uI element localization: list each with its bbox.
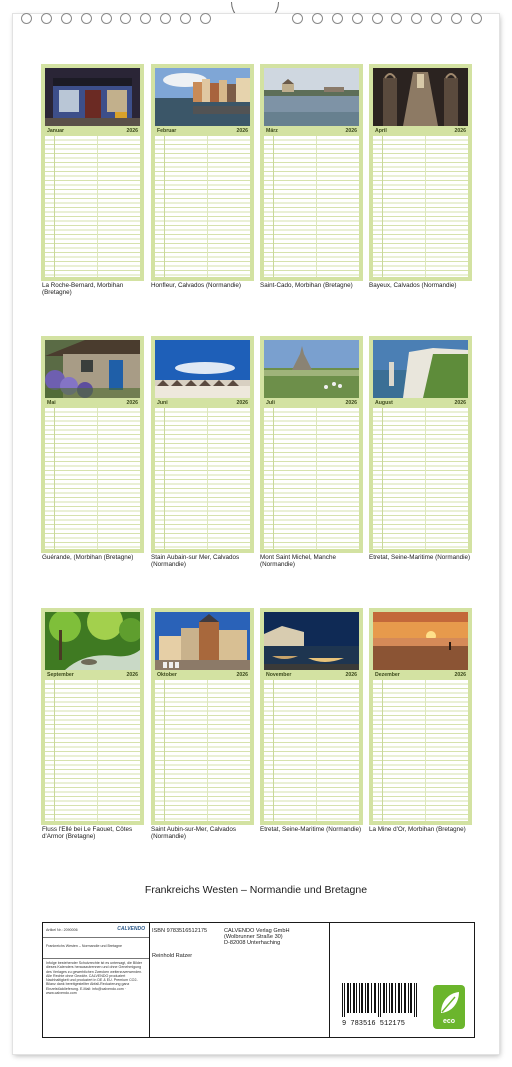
- day-lines: [45, 680, 140, 821]
- beach-huts-photo: [155, 340, 250, 398]
- month-caption: Honfleur, Calvados (Normandie): [151, 282, 241, 289]
- day-lines: [373, 408, 468, 549]
- imprint-left-column: [43, 923, 150, 1037]
- month-caption: Bayeux, Calvados (Normandie): [369, 282, 457, 289]
- month-may: [41, 336, 144, 553]
- month-january: [41, 64, 144, 281]
- calvendo-logo: CALVENDO: [117, 926, 145, 932]
- product-title: Frankreichs Westen – Normandie und Bretagne: [46, 944, 123, 948]
- month-december: [369, 608, 472, 825]
- month-year: 2026: [126, 672, 138, 678]
- day-lines: [155, 680, 250, 821]
- month-caption: Etretat, Seine-Maritime (Normandie): [369, 554, 471, 561]
- month-caption: La Mine d'Or, Morbihan (Bretagne): [369, 826, 466, 833]
- month-name: März: [266, 128, 278, 134]
- publisher-city: D-82008 Unterhaching: [224, 940, 281, 946]
- shopfront-photo: [45, 68, 140, 126]
- month-february: [151, 64, 254, 281]
- month-name: Dezember: [375, 672, 400, 678]
- month-july: [260, 336, 363, 553]
- month-caption: Guérande, (Morbihan (Bretagne): [42, 554, 134, 561]
- month-march: [260, 64, 363, 281]
- day-lines: [264, 408, 359, 549]
- month-name: April: [375, 128, 387, 134]
- leaf-icon: [433, 987, 465, 1019]
- day-lines: [264, 136, 359, 277]
- month-name: September: [47, 672, 74, 678]
- binding-holes-right: [292, 13, 482, 27]
- barcode-icon: [338, 983, 426, 1025]
- month-year: 2026: [454, 400, 466, 406]
- eco-label: eco: [442, 1018, 456, 1025]
- cathedral-nave-photo: [373, 68, 468, 126]
- month-year: 2026: [345, 128, 357, 134]
- forest-river-photo: [45, 612, 140, 670]
- month-caption: Mont Saint Michel, Manche (Normandie): [260, 554, 336, 569]
- month-name: Juni: [157, 400, 168, 406]
- month-name: Mai: [47, 400, 56, 406]
- month-october: [151, 608, 254, 825]
- month-caption: Stain Aubain-sur Mer, Calvados (Normandie): [151, 554, 240, 569]
- month-caption: Etretat, Seine-Maritime (Normandie): [260, 826, 362, 833]
- eco-badge: [433, 985, 465, 1029]
- island-chapel-photo: [264, 68, 359, 126]
- day-lines: [45, 408, 140, 549]
- article-number: Artikel Nr.: 2090006: [46, 928, 78, 932]
- month-year: 2026: [236, 128, 248, 134]
- month-name: Februar: [157, 128, 177, 134]
- day-lines: [45, 136, 140, 277]
- month-caption: La Roche-Bernard, Morbihan (Bretagne): [42, 282, 124, 297]
- barcode-number: 9 783516 512175: [342, 1020, 406, 1028]
- month-april: [369, 64, 472, 281]
- month-november: [260, 608, 363, 825]
- month-year: 2026: [126, 128, 138, 134]
- month-caption: Saint Aubin-sur-Mer, Calvados (Normandie): [151, 826, 237, 841]
- month-year: 2026: [126, 400, 138, 406]
- month-name: Oktober: [157, 672, 177, 678]
- month-year: 2026: [454, 128, 466, 134]
- month-june: [151, 336, 254, 553]
- month-caption: Saint-Cado, Morbihan (Bretagne): [260, 282, 353, 289]
- day-lines: [264, 680, 359, 821]
- month-name: November: [266, 672, 292, 678]
- mont-saint-michel-photo: [264, 340, 359, 398]
- imprint-middle: [149, 923, 329, 1037]
- day-lines: [373, 136, 468, 277]
- night-boats-photo: [264, 612, 359, 670]
- publisher-name: CALVENDO Verlag GmbH: [224, 928, 290, 934]
- month-year: 2026: [345, 400, 357, 406]
- cottage-hydrangea-photo: [45, 340, 140, 398]
- month-caption: Fluss l'Ellé bei Le Faouet, Côtes d'Armor (Bretagne): [42, 826, 133, 841]
- month-year: 2026: [236, 672, 248, 678]
- month-year: 2026: [236, 400, 248, 406]
- day-lines: [155, 136, 250, 277]
- day-lines: [373, 680, 468, 821]
- author: Reinhold Ratzer: [152, 953, 193, 959]
- imprint-right: [329, 923, 476, 1037]
- imprint-box: [42, 922, 475, 1038]
- month-august: [369, 336, 472, 553]
- isbn: ISBN 9783516512175: [152, 928, 208, 934]
- month-year: 2026: [454, 672, 466, 678]
- publisher-street: (Wolbrunner Straße 30): [224, 934, 283, 940]
- month-name: Januar: [47, 128, 65, 134]
- legal-text: Infolge bestehender Schutzrechte ist es untersagt, die Bilder dieses Kalenders herauszutrennen und ohne Genehmigung des Verlages zu gewerblichen Zwecken weiterzuverwenden. Alle Rechte ohne Gewähr. CALVENDO produziert Nachhaltigkeit und produziert in DE & EU. Premium CO2-Bilanz dank bereitgestellter Abfall-Reduzierung ganz Einzelstücklieferung. E-Mail: info@calvendo.com · www.calvendo.com: [46, 961, 143, 996]
- binding-holes-left: [21, 13, 211, 27]
- seaside-villas-photo: [155, 612, 250, 670]
- sunset-beach-photo: [373, 612, 468, 670]
- harbor-houses-photo: [155, 68, 250, 126]
- month-name: August: [375, 400, 393, 406]
- month-name: Juli: [266, 400, 275, 406]
- cliffs-photo: [373, 340, 468, 398]
- month-september: [41, 608, 144, 825]
- month-year: 2026: [345, 672, 357, 678]
- day-lines: [155, 408, 250, 549]
- calendar-title: Frankreichs Westen – Normandie und Bretagne: [144, 884, 368, 896]
